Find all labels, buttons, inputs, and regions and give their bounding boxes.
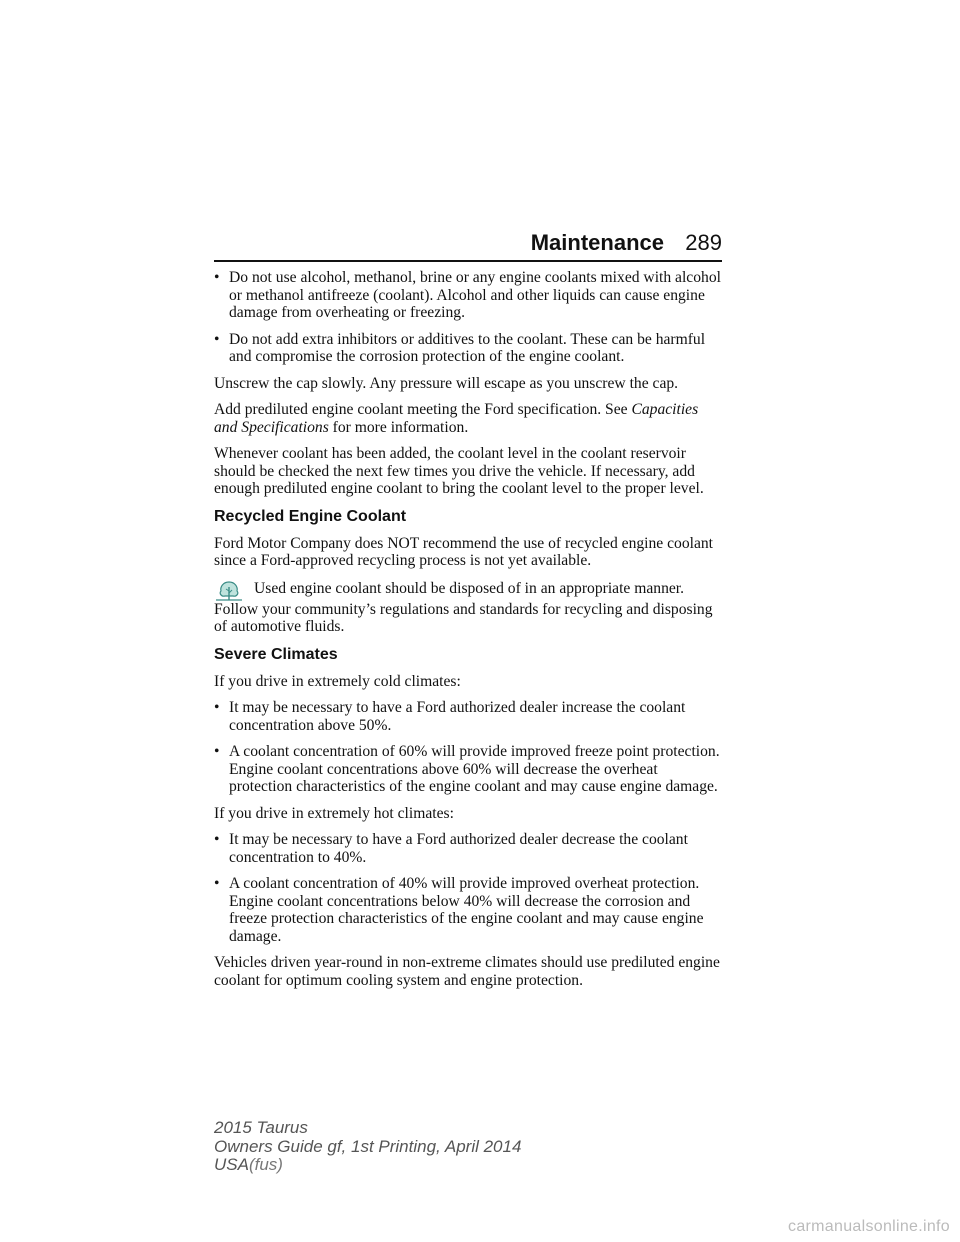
- bullet-dot-icon: •: [214, 743, 220, 760]
- bullet-text: A coolant concentration of 60% will provide improved freeze point protection. Engine coolant concentrations above 60% will decrease the overheat protection characteristics of the engine coolant and may cause engine damage.: [229, 743, 720, 795]
- page-header: [214, 226, 722, 262]
- footer-market-code: (fus): [248, 1155, 283, 1174]
- page-footer: [214, 1119, 521, 1175]
- page-number: 289: [685, 230, 722, 255]
- paragraph: Vehicles driven year-round in non-extreme climates should use prediluted engine coolant for optimum cooling system and engine protection.: [214, 954, 720, 989]
- footer-market: [214, 1156, 521, 1175]
- footer-model: 2015 Taurus: [214, 1118, 308, 1137]
- bullet-item: [214, 875, 722, 945]
- bullet-dot-icon: •: [214, 875, 220, 892]
- bullet-item: [214, 331, 722, 366]
- section-title: Maintenance: [530, 230, 664, 255]
- cross-reference: Capacities and Specifications: [214, 401, 699, 436]
- bullet-dot-icon: •: [214, 330, 220, 348]
- header-rule: [214, 260, 722, 262]
- bullet-text: Do not add extra inhibitors or additives to the coolant. These can be harmful and compromise the corrosion protection of the engine coolant.: [229, 330, 706, 365]
- footer-market-main: USA: [214, 1155, 249, 1174]
- bullet-dot-icon: •: [214, 699, 220, 716]
- paragraph-with-reference: [214, 401, 722, 436]
- paragraph: If you drive in extremely cold climates:: [214, 672, 461, 690]
- section-heading: Severe Climates: [214, 645, 338, 663]
- section-heading: Recycled Engine Coolant: [214, 507, 407, 525]
- paragraph: If you drive in extremely hot climates:: [214, 804, 454, 822]
- paragraph-text: for more information.: [328, 418, 469, 436]
- page-content: [214, 269, 722, 998]
- paragraph: Whenever coolant has been added, the coolant level in the coolant reservoir should be checked the next few times you drive the vehicle. If necessary, add enough prediluted engine coolant to bring the coolant level to the proper level.: [214, 445, 704, 497]
- paragraph: Unscrew the cap slowly. Any pressure will escape as you unscrew the cap.: [214, 374, 679, 392]
- environment-tree-icon: [214, 579, 244, 601]
- bullet-dot-icon: •: [214, 269, 220, 286]
- paragraph: Ford Motor Company does NOT recommend the use of recycled engine coolant since a Ford-approved recycling process is not yet available.: [214, 534, 714, 569]
- paragraph-text: Used engine coolant should be disposed of in an appropriate manner. Follow your community’s regulations and standards for recycling and disposing of automotive fluids.: [214, 579, 713, 635]
- bullet-item: [214, 831, 722, 866]
- bullet-text: It may be necessary to have a Ford authorized dealer decrease the coolant concentration to 40%.: [229, 831, 688, 866]
- environment-note: [214, 579, 722, 636]
- watermark: carmanualsonline.info: [788, 1218, 950, 1235]
- bullet-text: Do not use alcohol, methanol, brine or any engine coolants mixed with alcohol or methanol antifreeze (coolant). Alcohol and other liquids can cause engine damage from overheating or freezing.: [229, 269, 721, 321]
- bullet-item: [214, 269, 722, 322]
- bullet-text: A coolant concentration of 40% will provide improved overheat protection. Engine coolant concentrations below 40% will decrease the corrosion and freeze protection characteristics of the engine coolant and may cause engine damage.: [229, 875, 704, 945]
- footer-edition: Owners Guide gf, 1st Printing, April 2014: [214, 1136, 522, 1156]
- bullet-dot-icon: •: [214, 831, 220, 848]
- bullet-text: It may be necessary to have a Ford authorized dealer increase the coolant concentration above 50%.: [229, 699, 686, 734]
- bullet-item: [214, 699, 722, 734]
- bullet-item: [214, 743, 722, 796]
- paragraph-text: Add prediluted engine coolant meeting the Ford specification. See: [214, 401, 632, 418]
